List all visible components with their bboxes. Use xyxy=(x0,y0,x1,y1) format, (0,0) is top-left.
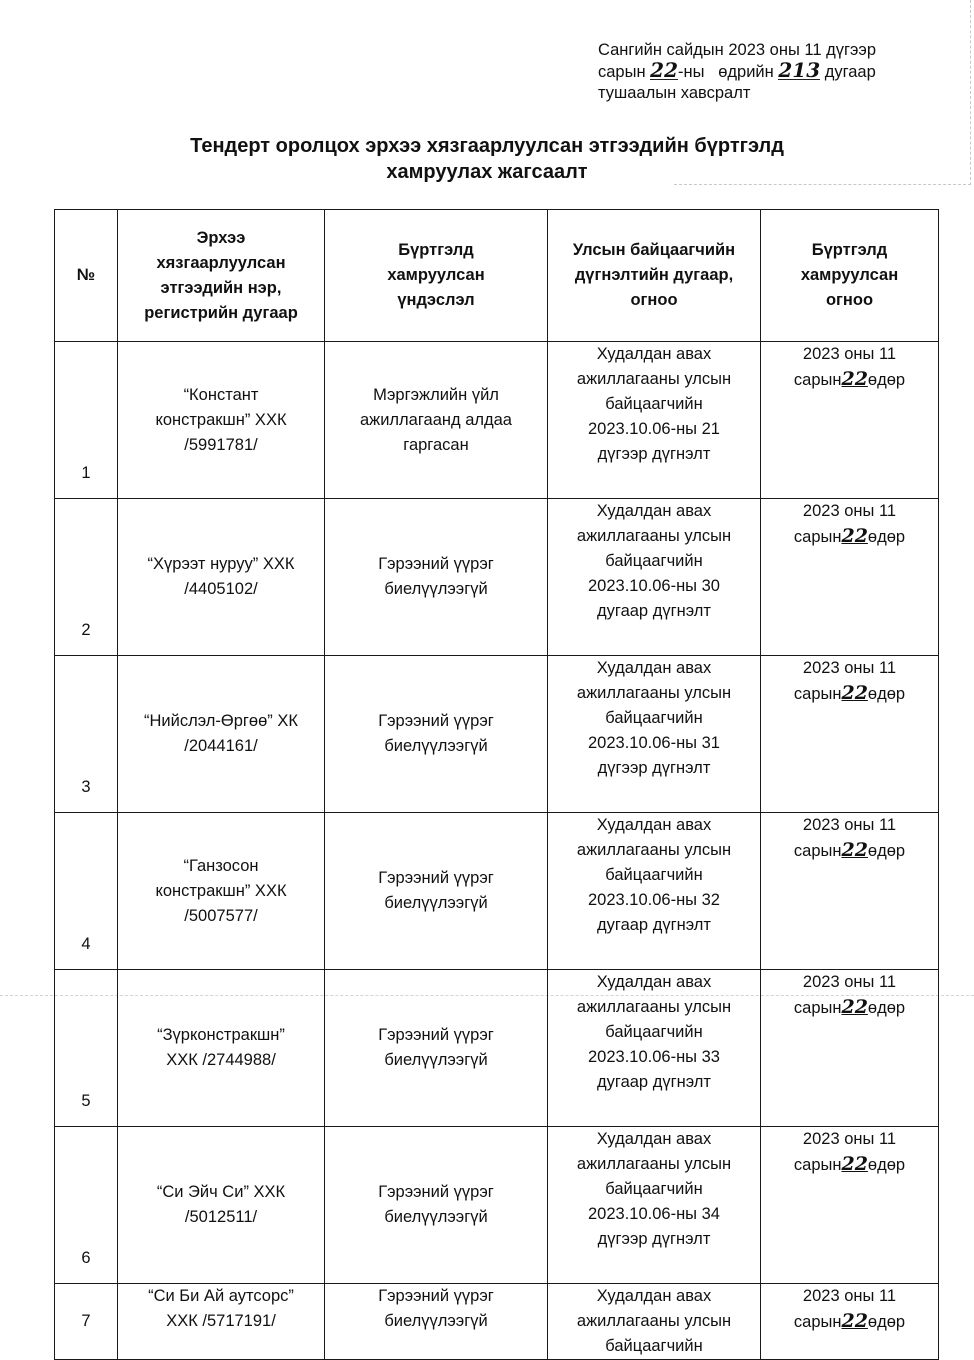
date-year-month: 2023 оны 11 xyxy=(802,345,897,363)
decree-line-3: тушаалын хавсралт xyxy=(598,84,751,102)
handwritten-day: 22 xyxy=(841,1153,868,1175)
entity-cell: “Си Би Ай аутсорс” ХХК /5717191/ xyxy=(118,1284,325,1360)
date-sarin: сарын xyxy=(793,1313,842,1331)
handwritten-day: 22 xyxy=(841,682,868,704)
entity-cell: “Зүрконстракшн” ХХК /2744988/ xyxy=(118,970,325,1127)
date-year-month: 2023 оны 11 xyxy=(802,1287,897,1305)
date-cell xyxy=(761,813,939,970)
reason-cell: Гэрээний үүрэг биелүүлээгүй xyxy=(325,813,548,970)
date-cell xyxy=(761,1127,939,1284)
header-number: № xyxy=(55,210,118,342)
date-cell xyxy=(761,1284,939,1360)
table-row xyxy=(55,813,939,970)
header-reason: Бүртгэлд хамруулсан үндэслэл xyxy=(325,210,548,342)
table-row xyxy=(55,656,939,813)
date-sarin: сарын xyxy=(793,685,842,703)
reason-cell: Гэрээний үүрэг биелүүлээгүй xyxy=(325,1284,548,1360)
conclusion-cell: Худалдан авах ажиллагааны улсын байцаагчийн 2023.10.06-ны 31 дүгээр дүгнэлт xyxy=(548,656,761,813)
entity-cell: “Констант констракшн” ХХК /5991781/ xyxy=(118,342,325,499)
handwritten-day: 22 xyxy=(841,996,868,1018)
date-year-month: 2023 оны 11 xyxy=(802,973,897,991)
decree-mid: -ны өдрийн xyxy=(678,63,774,81)
handwritten-day: 22 xyxy=(841,1310,868,1332)
date-sarin: сарын xyxy=(793,999,842,1017)
date-odor: өдөр xyxy=(867,528,906,546)
row-number: 4 xyxy=(55,813,118,970)
header-conclusion: Улсын байцаагчийн дүгнэлтийн дугаар, огноо xyxy=(548,210,761,342)
date-cell xyxy=(761,656,939,813)
date-year-month: 2023 оны 11 xyxy=(802,816,897,834)
row-number: 3 xyxy=(55,656,118,813)
table-row xyxy=(55,342,939,499)
date-sarin: сарын xyxy=(793,371,842,389)
date-day-line xyxy=(767,1309,932,1335)
decree-dugaar: дугаар xyxy=(824,63,876,81)
date-sarin: сарын xyxy=(793,528,842,546)
date-day-line xyxy=(767,367,932,393)
reason-cell: Гэрээний үүрэг биелүүлээгүй xyxy=(325,1127,548,1284)
reason-cell: Мэргэжлийн үйл ажиллагаанд алдаа гаргасан xyxy=(325,342,548,499)
date-odor: өдөр xyxy=(867,999,906,1017)
handwritten-day: 22 xyxy=(841,839,868,861)
date-sarin: сарын xyxy=(793,1156,842,1174)
entity-cell: “Нийслэл-Өргөө” ХК /2044161/ xyxy=(118,656,325,813)
date-odor: өдөр xyxy=(867,1313,906,1331)
row-number: 7 xyxy=(55,1284,118,1360)
date-year-month: 2023 оны 11 xyxy=(802,1130,897,1148)
date-odor: өдөр xyxy=(867,842,906,860)
date-cell xyxy=(761,342,939,499)
header-entity: Эрхээ хязгаарлуулсан этгээдийн нэр, регистрийн дугаар xyxy=(118,210,325,342)
reason-cell: Гэрээний үүрэг биелүүлээгүй xyxy=(325,656,548,813)
decree-line-1: Сангийн сайдын 2023 оны 11 дүгээр xyxy=(598,41,877,59)
conclusion-cell: Худалдан авах ажиллагааны улсын байцаагчийн 2023.10.06-ны 21 дүгээр дүгнэлт xyxy=(548,342,761,499)
date-odor: өдөр xyxy=(867,1156,906,1174)
handwritten-order-number: 213 xyxy=(778,58,821,82)
conclusion-cell: Худалдан авах ажиллагааны улсын байцаагчийн 2023.10.06-ны 30 дугаар дүгнэлт xyxy=(548,499,761,656)
handwritten-day: 22 xyxy=(650,58,679,82)
decree-line-2 xyxy=(598,58,928,83)
table-row xyxy=(55,499,939,656)
date-cell xyxy=(761,499,939,656)
row-number: 2 xyxy=(55,499,118,656)
row-number: 5 xyxy=(55,970,118,1127)
decree-annex-note xyxy=(598,40,928,104)
handwritten-day: 22 xyxy=(841,525,868,547)
date-sarin: сарын xyxy=(793,842,842,860)
date-day-line xyxy=(767,524,932,550)
date-odor: өдөр xyxy=(867,371,906,389)
reason-cell: Гэрээний үүрэг биелүүлээгүй xyxy=(325,499,548,656)
table-row xyxy=(55,970,939,1127)
date-day-line xyxy=(767,1152,932,1178)
reason-cell: Гэрээний үүрэг биелүүлээгүй xyxy=(325,970,548,1127)
conclusion-cell: Худалдан авах ажиллагааны улсын байцаагчийн 2023.10.06-ны 32 дугаар дүгнэлт xyxy=(548,813,761,970)
date-year-month: 2023 оны 11 xyxy=(802,659,897,677)
document-title: Тендерт оролцох эрхээ хязгаарлуулсан этгээдийн бүртгэлд хамруулах жагсаалт xyxy=(190,135,784,183)
date-day-line xyxy=(767,681,932,707)
row-number: 1 xyxy=(55,342,118,499)
row-number: 6 xyxy=(55,1127,118,1284)
table-header-row xyxy=(55,210,939,342)
handwritten-day: 22 xyxy=(841,368,868,390)
conclusion-cell: Худалдан авах ажиллагааны улсын байцаагчийн 2023.10.06-ны 34 дүгээр дүгнэлт xyxy=(548,1127,761,1284)
date-day-line xyxy=(767,995,932,1021)
conclusion-cell: Худалдан авах ажиллагааны улсын байцаагчийн xyxy=(548,1284,761,1360)
date-year-month: 2023 оны 11 xyxy=(802,502,897,520)
date-cell xyxy=(761,970,939,1127)
table-row xyxy=(55,1127,939,1284)
date-odor: өдөр xyxy=(867,685,906,703)
date-day-line xyxy=(767,838,932,864)
conclusion-cell: Худалдан авах ажиллагааны улсын байцаагчийн 2023.10.06-ны 33 дугаар дүгнэлт xyxy=(548,970,761,1127)
registry-table xyxy=(54,209,939,1360)
decree-sarin: сарын xyxy=(598,63,646,81)
entity-cell: “Ганзосон констракшн” ХХК /5007577/ xyxy=(118,813,325,970)
header-date: Бүртгэлд хамруулсан огноо xyxy=(761,210,939,342)
table-row xyxy=(55,1284,939,1360)
entity-cell: “Хүрээт нуруу” ХХК /4405102/ xyxy=(118,499,325,656)
entity-cell: “Си Эйч Си” ХХК /5012511/ xyxy=(118,1127,325,1284)
